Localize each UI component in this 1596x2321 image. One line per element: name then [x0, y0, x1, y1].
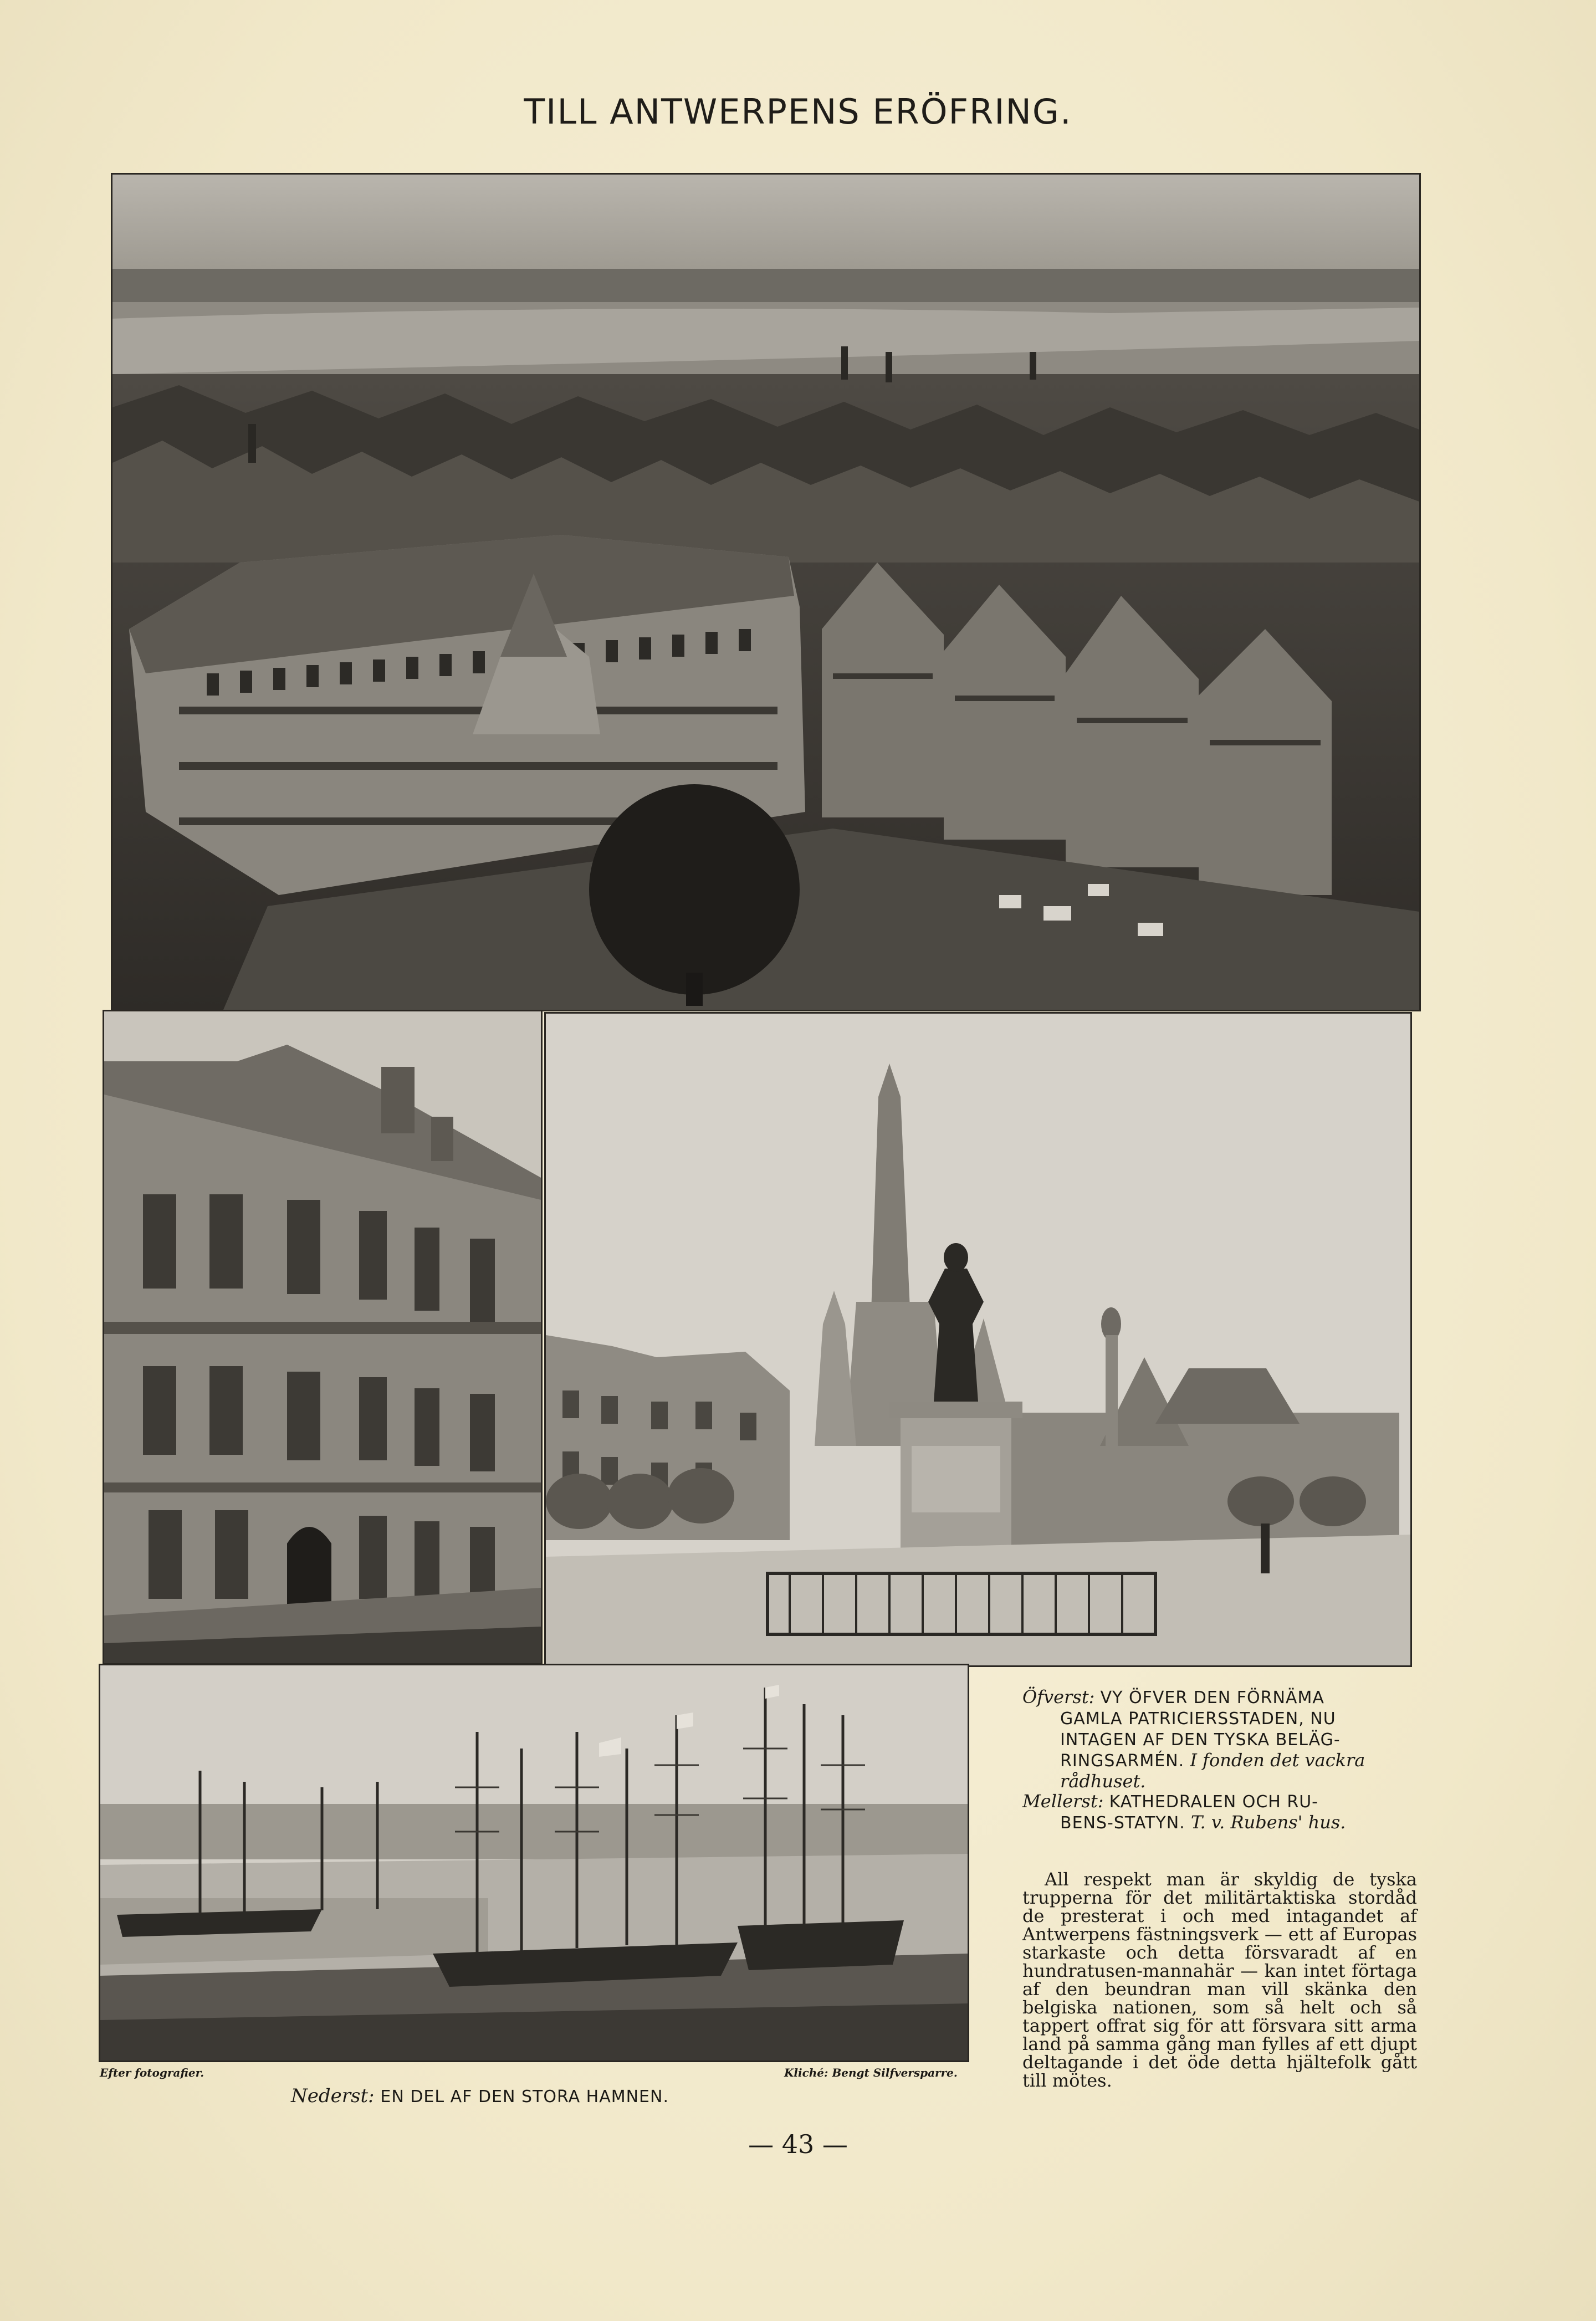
cathedral-statue-illustration: [546, 1014, 1410, 1665]
aerial-city-illustration: [112, 175, 1419, 1010]
caption-top-label: Öfverst:: [1022, 1686, 1095, 1707]
photo-rubens-house: [103, 1010, 543, 1665]
caption-bottom-text: EN DEL AF DEN STORA HAMNEN.: [380, 2087, 669, 2107]
photo-cathedral-rubens-statue: [544, 1012, 1412, 1667]
caption-middle-text-2: BENS-STATYN.: [1060, 1813, 1185, 1833]
caption-top-text-4: RINGSARMÉN.: [1060, 1751, 1185, 1771]
page-number: — 43 —: [748, 2129, 848, 2159]
caption-top-text-2: GAMLA PATRICIERSSTADEN, NU: [1060, 1709, 1336, 1729]
caption-top-note-2: rådhuset.: [1060, 1771, 1146, 1792]
photo-harbour: [99, 1664, 969, 2062]
caption-block: [1022, 1687, 1421, 1833]
harbour-illustration: [100, 1665, 968, 2061]
caption-top-text-1: VY ÖFVER DEN FÖRNÄMA: [1100, 1688, 1324, 1707]
photo-credit: Efter fotografier.: [100, 2066, 204, 2079]
rubens-house-illustration: [104, 1011, 541, 1663]
caption-bottom: [291, 2085, 669, 2107]
caption-bottom-label: Nederst:: [291, 2085, 375, 2107]
caption-middle-label: Mellerst:: [1022, 1791, 1104, 1812]
caption-middle-note: T. v. Rubens' hus.: [1190, 1812, 1346, 1833]
page-title: TILL ANTWERPENS ERÖFRING.: [524, 91, 1072, 132]
caption-middle-text-1: KATHEDRALEN OCH RU-: [1109, 1792, 1318, 1812]
engraving-credit: Kliché: Bengt Silfversparre.: [784, 2066, 958, 2079]
body-paragraph: All respekt man är skyldig de tyska trupperna för det militärtaktiska stordåd de presterat i och med intagandet af Antwerpens fästningsverk — ett af Europas starkaste och detta försvaradt af en hundratusen-mannahär — kan intet förtaga af den beundran man vill skänka den belgiska nationen, som så helt och så tappert offrat sig för att försvara sitt arma land på samma gång man fylles af ett djupt deltagande i det öde detta hjältefolk gått till mötes.: [1022, 1869, 1417, 2091]
caption-top-text-3: INTAGEN AF DEN TYSKA BELÄG-: [1060, 1730, 1341, 1750]
caption-top-note-1: I fonden det vackra: [1190, 1750, 1365, 1771]
photo-aerial-city-view: [111, 173, 1421, 1011]
